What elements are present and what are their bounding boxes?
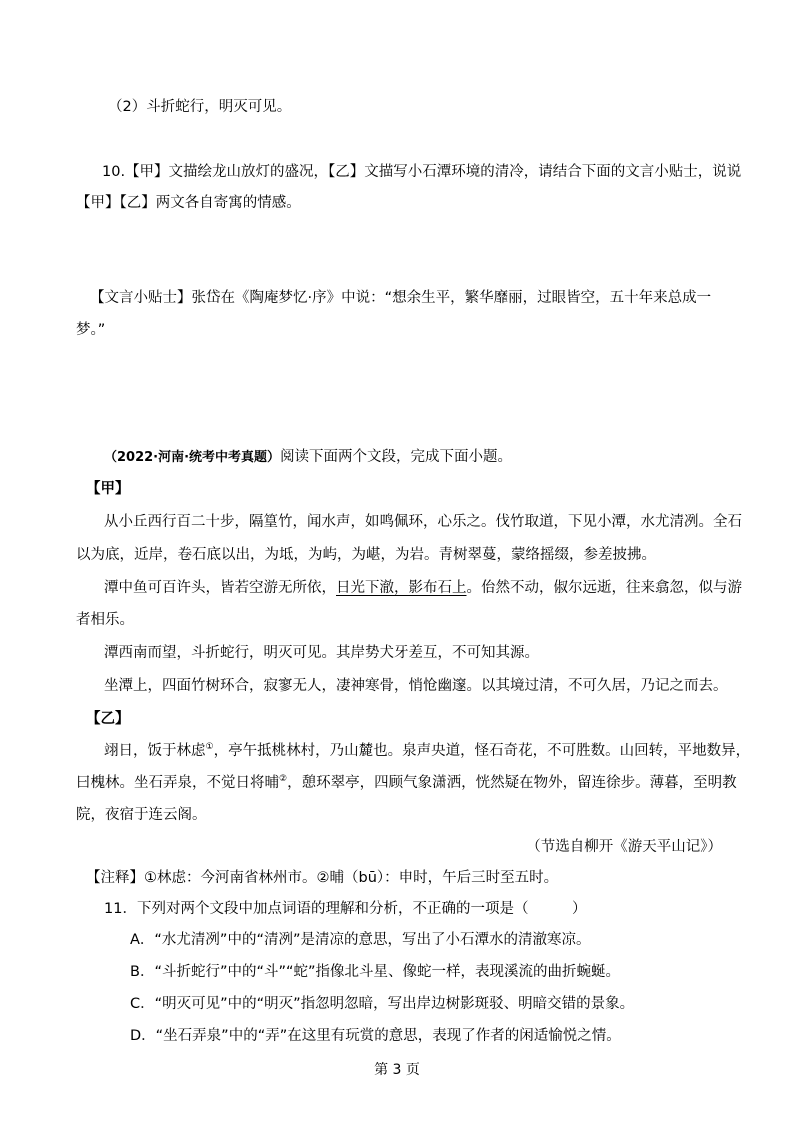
jia-paragraph-2-line-1 bbox=[104, 578, 742, 598]
yi-line-1 bbox=[104, 741, 750, 761]
question-10-line-1: 10.【甲】文描绘龙山放灯的盛况，【乙】文描写小石潭环境的清冷，请结合下面的文言小贴士，说说 bbox=[102, 164, 742, 180]
question-11-option-a: A．“水尤清冽”中的“清冽”是清凉的意思，写出了小石潭水的清澈寒凉。 bbox=[130, 932, 591, 948]
reading-intro bbox=[104, 447, 512, 468]
footnote-marker-2: ② bbox=[279, 774, 288, 785]
jia-paragraph-4: 坐潭上，四面竹树环合，寂寥无人，凄神寒骨，悄怆幽邃。以其境过清，不可久居，乃记之而去。 bbox=[104, 678, 728, 694]
question-11-stem: 11．下列对两个文段中加点词语的理解和分析，不正确的一项是（ ） bbox=[104, 901, 587, 917]
jia-paragraph-1-line-1: 从小丘西行百二十步，隔篁竹，闻水声，如鸣佩环，心乐之。伐竹取道，下见小潭，水尤清冽。全石 bbox=[104, 514, 742, 530]
classical-tip-line-2: 梦。” bbox=[76, 322, 106, 338]
classical-tip-line-1: 【文言小贴士】张岱在《陶庵梦忆·序》中说：“想余生平，繁华靡丽，过眼皆空，五十年来总成一 bbox=[90, 290, 712, 306]
yi-line-2-a: 曰槐林。坐石弄泉，不觉日将晡 bbox=[76, 775, 279, 791]
jia-paragraph-1-line-2: 以为底，近岸，卷石底以出，为坻，为屿，为嵁，为岩。青树翠蔓，蒙络摇缀，参差披拂。 bbox=[76, 547, 656, 563]
yi-line-1-b: ，亭午抵桃林村，乃山麓也。泉声央道，怪石奇花，不可胜数。山回转，平地数异， bbox=[213, 743, 751, 759]
question-11-option-c: C．“明灭可见”中的“明灭”指忽明忽暗，写出岸边树影斑驳、明暗交错的景象。 bbox=[130, 996, 635, 1012]
question-10-line-2: 【甲】【乙】两文各自寄寓的情感。 bbox=[76, 195, 301, 211]
footnote-marker-1: ① bbox=[205, 742, 214, 753]
reading-instruction: 阅读下面两个文段，完成下面小题。 bbox=[280, 449, 513, 465]
jia-p2-underlined-sentence: 日光下澈，影布石上 bbox=[336, 580, 467, 596]
question-11-option-d: D．“坐石弄泉”中的“弄”在这里有玩赏的意思，表现了作者的闲适愉悦之情。 bbox=[130, 1028, 621, 1044]
jia-paragraph-2-line-2: 者相乐。 bbox=[76, 612, 134, 628]
annotation-notes: 【注释】①林虑：今河南省林州市。②晡（bū）：申时，午后三时至五时。 bbox=[86, 870, 559, 886]
yi-line-3: 院，夜宿于连云阁。 bbox=[76, 807, 207, 823]
question-11-option-b: B．“斗折蛇行”中的“斗”“蛇”指像北斗星、像蛇一样，表现溪流的曲折蜿蜒。 bbox=[130, 964, 621, 980]
jia-paragraph-3: 潭西南而望，斗折蛇行，明灭可见。其岸势犬牙差互，不可知其源。 bbox=[104, 645, 539, 661]
passage-source-citation: （节选自柳开《游天平山记》） bbox=[526, 839, 722, 855]
passage-yi-label: 【乙】 bbox=[86, 711, 130, 727]
passage-jia-label: 【甲】 bbox=[86, 481, 130, 497]
jia-p2-text-pre: 潭中鱼可百许头，皆若空游无所依， bbox=[104, 580, 336, 596]
question-9-item-2: （2）斗折蛇行，明灭可见。 bbox=[108, 99, 292, 115]
yi-line-1-a: 翊日，饭于林虑 bbox=[104, 743, 206, 759]
yi-line-2 bbox=[76, 773, 737, 793]
jia-p2-text-post: 。佁然不动，俶尔远逝，往来翕忽，似与游 bbox=[466, 580, 742, 596]
page-number-footer: 第 3 页 bbox=[374, 1062, 420, 1078]
yi-line-2-b: ，憩环翠亭，四顾气象潇洒，恍然疑在物外，留连徐步。薄暮，至明教 bbox=[287, 775, 737, 791]
exam-source-tag: （2022·河南·统考中考真题） bbox=[104, 450, 281, 465]
